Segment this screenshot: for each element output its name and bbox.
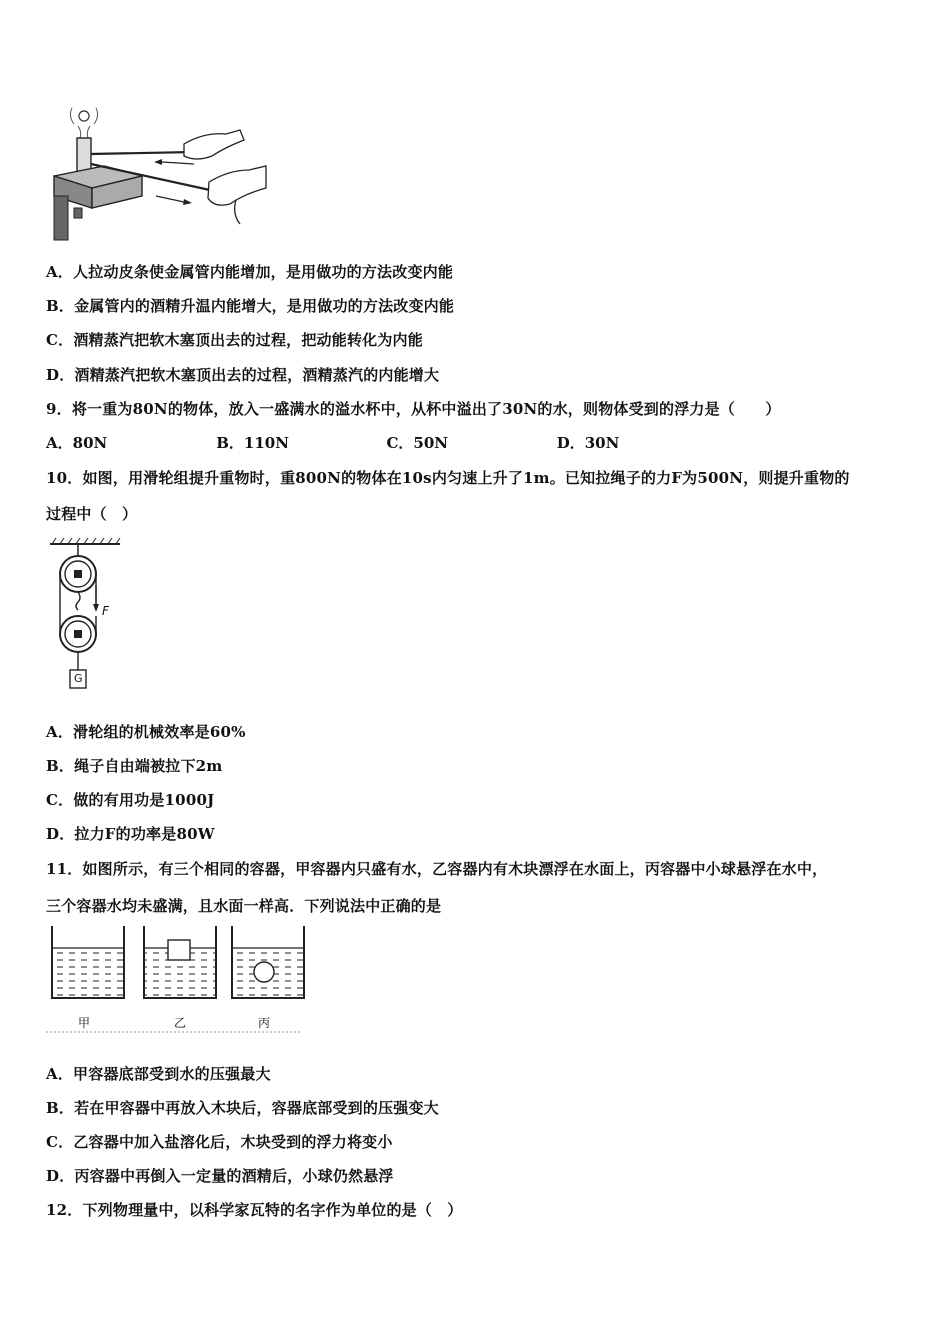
- q11-option-b: B．若在甲容器中再放入木块后，容器底部受到的压强变大: [46, 1099, 439, 1117]
- friction-apparatus-figure: [44, 104, 268, 244]
- q10-stem-line1: 10．如图，用滑轮组提升重物时，重800N的物体在10s内匀速上升了1m。已知拉绳子的力F为500N，则提升重物的: [46, 469, 850, 487]
- q8-option-a: A．人拉动皮条使金属管内能增加，是用做功的方法改变内能: [46, 263, 454, 281]
- container-label-yi: 乙: [174, 1016, 187, 1030]
- container-label-jia: 甲: [78, 1016, 91, 1030]
- q9-options: [46, 432, 619, 453]
- q9-option-d: D．30N: [556, 434, 620, 452]
- q11-stem-line1: 11．如图所示，有三个相同的容器，甲容器内只盛有水，乙容器内有木块漂浮在水面上，丙容器中小球悬浮在水中，: [46, 860, 828, 878]
- q8-option-c: C．酒精蒸汽把软木塞顶出去的过程，把动能转化为内能: [46, 331, 423, 349]
- q8-option-b: B．金属管内的酒精升温内能增大，是用做功的方法改变内能: [46, 297, 455, 315]
- q10-option-c: C．做的有用功是1000J: [46, 791, 215, 809]
- pulley-drawing: [46, 536, 126, 692]
- q9-option-c: C．50N: [386, 434, 448, 452]
- q10-option-b: B．绳子自由端被拉下2m: [46, 757, 223, 775]
- q10-option-a: A．滑轮组的机械效率是60%: [46, 723, 246, 741]
- q11-option-c: C．乙容器中加入盐溶化后，木块受到的浮力将变小: [46, 1133, 393, 1151]
- q11-option-d: D．丙容器中再倒入一定量的酒精后，小球仍然悬浮: [46, 1167, 394, 1185]
- pulley-force-label: F: [102, 604, 109, 618]
- q9-option-a: A．80N: [46, 434, 108, 452]
- containers-figure: [44, 922, 306, 1034]
- q9-option-b: B．110N: [216, 434, 289, 452]
- q9-stem: 9．将一重为80N的物体，放入一盛满水的溢水杯中，从杯中溢出了30N的水，则物体受到的浮力是（ ）: [46, 400, 781, 418]
- q11-stem-line2: 三个容器水均未盛满，且水面一样高．下列说法中正确的是: [46, 897, 442, 915]
- q12-stem: 12．下列物理量中，以科学家瓦特的名字作为单位的是（ ）: [46, 1201, 463, 1219]
- container-label-bing: 丙: [258, 1016, 271, 1030]
- pulley-weight-label: G: [74, 672, 83, 685]
- q11-option-a: A．甲容器底部受到水的压强最大: [46, 1065, 271, 1083]
- q8-option-d: D．酒精蒸汽把软木塞顶出去的过程，酒精蒸汽的内能增大: [46, 366, 440, 384]
- q10-option-d: D．拉力F的功率是80W: [46, 825, 215, 843]
- friction-apparatus-drawing: [44, 104, 268, 244]
- q10-stem-line2: 过程中（ ）: [46, 505, 138, 523]
- pulley-figure: [46, 536, 126, 692]
